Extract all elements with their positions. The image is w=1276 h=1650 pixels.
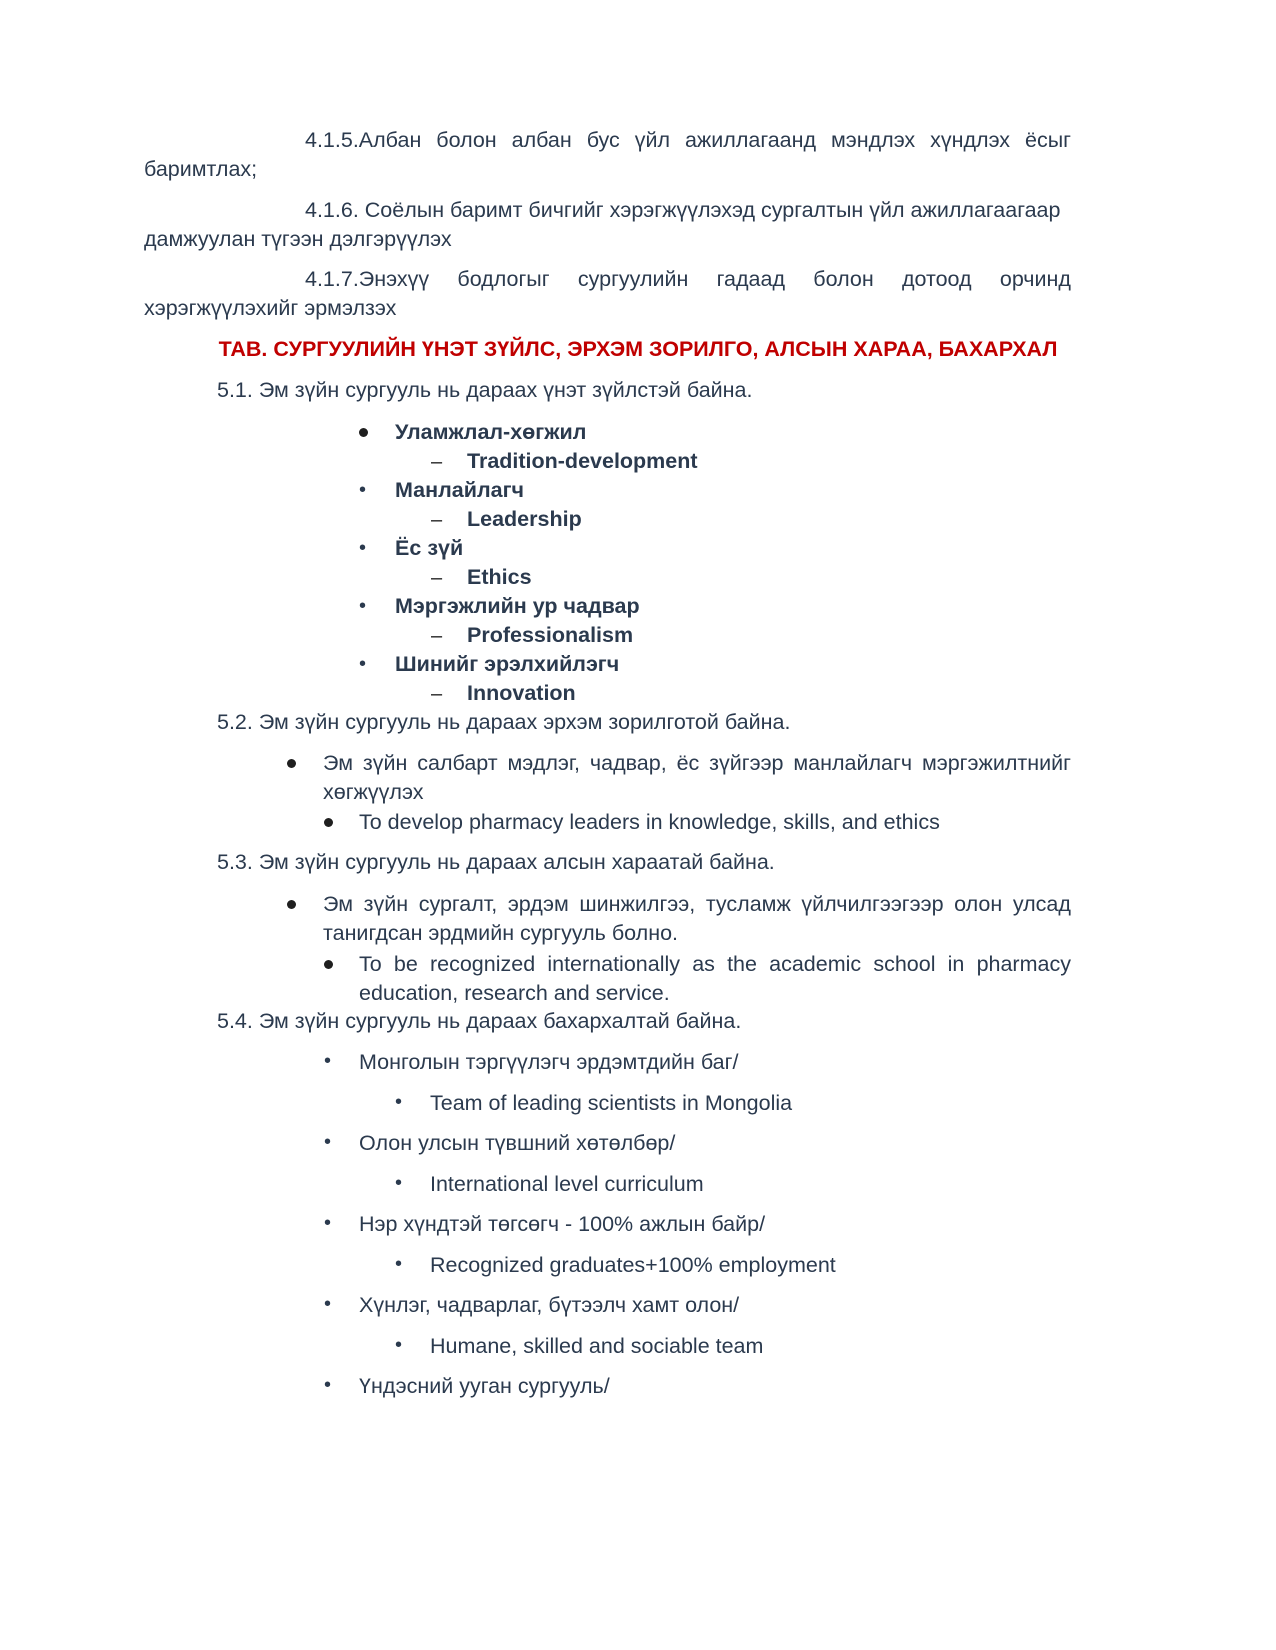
paragraph-4-1-7-line1 (305, 267, 1071, 292)
pride-en: International level curriculum (430, 1172, 704, 1196)
value-mn: Уламжлал-хөгжил (395, 420, 587, 444)
word: Эм (323, 751, 353, 775)
bullet-icon: • (359, 537, 367, 559)
mission-mn-line2: хөгжүүлэх (323, 780, 424, 804)
bullet-icon (287, 759, 296, 768)
word: ёсыг (1024, 128, 1071, 152)
word: олон (954, 892, 1003, 916)
bullet-icon: • (359, 595, 367, 617)
pride-mn: Нэр хүндтэй төгсөгч - 100% ажлын байр/ (359, 1212, 766, 1236)
value-mn: Ёс зүй (395, 536, 464, 560)
bullet-icon (287, 900, 296, 909)
word: манлайлагч (793, 751, 913, 775)
paragraph-4-1-6-line1: 4.1.6. Соёлын баримт бичгийг хэрэгжүүлэхэд сургалтын үйл ажиллагаагаар (305, 198, 1061, 222)
paragraph-4-1-5-line1 (305, 128, 1071, 153)
word: сургуулийн (577, 267, 689, 291)
word: чадвар, (589, 751, 667, 775)
value-mn: Манлайлагч (395, 478, 524, 502)
vision-en-line1 (359, 952, 1071, 977)
word: internationally (547, 952, 681, 976)
word: болон (436, 128, 497, 152)
word: зүйн (362, 751, 408, 775)
bullet-icon: • (324, 1050, 332, 1072)
word: мэндлэх (830, 128, 916, 152)
pride-en: Humane, skilled and sociable team (430, 1334, 764, 1358)
bullet-icon (359, 428, 368, 437)
word: 4.1.5.Албан (305, 128, 422, 152)
word: pharmacy (976, 952, 1071, 976)
word: албан (511, 128, 572, 152)
word: бус (586, 128, 620, 152)
word: сургалт, (418, 892, 498, 916)
subsection-5-4: 5.4. Эм зүйн сургууль нь дараах бахархалтай байна. (217, 1009, 742, 1033)
word: орчинд (999, 267, 1071, 291)
value-mn: Мэргэжлийн ур чадвар (395, 594, 640, 618)
word: in (947, 952, 965, 976)
word: 4.1.7.Энэхүү (305, 267, 430, 291)
word: recognized (429, 952, 536, 976)
section-title: ТАВ. СУРГУУЛИЙН ҮНЭТ ЗҮЙЛС, ЭРХЭМ ЗОРИЛГО, АЛСЫН ХАРАА, БАХАРХАЛ (218, 337, 1058, 361)
bullet-icon: • (395, 1172, 403, 1194)
paragraph-4-1-7-line2: хэрэгжүүлэхийг эрмэлзэх (144, 296, 397, 320)
word: үйл (634, 128, 671, 152)
bullet-icon: • (395, 1334, 403, 1356)
value-mn: Шинийг эрэлхийлэгч (395, 652, 620, 676)
word: эрдэм (507, 892, 569, 916)
dash-icon: – (431, 625, 443, 647)
word: мэдлэг, (507, 751, 581, 775)
word: зүйгээр (709, 751, 784, 775)
bullet-icon: • (324, 1293, 332, 1315)
word: Эм (323, 892, 353, 916)
dash-icon: – (431, 683, 443, 705)
word: улсад (1012, 892, 1071, 916)
mission-mn-line1 (323, 751, 1071, 776)
word: мэргэжилтнийг (921, 751, 1071, 775)
bullet-icon: • (395, 1253, 403, 1275)
paragraph-4-1-6-line2: дамжуулан түгээн дэлгэрүүлэх (144, 227, 452, 251)
subsection-5-1: 5.1. Эм зүйн сургууль нь дараах үнэт зүйлстэй байна. (217, 378, 753, 402)
subsection-5-2: 5.2. Эм зүйн сургууль нь дараах эрхэм зорилготой байна. (217, 710, 791, 734)
vision-en-line2: education, research and service. (359, 981, 670, 1005)
bullet-icon: • (359, 653, 367, 675)
pride-en: Recognized graduates+100% employment (430, 1253, 836, 1277)
bullet-icon: • (324, 1131, 332, 1153)
dash-icon: – (431, 509, 443, 531)
bullet-icon: • (324, 1212, 332, 1234)
dash-icon: – (431, 567, 443, 589)
word: үйлчилгээгээр (801, 892, 944, 916)
value-en: Professionalism (467, 623, 634, 647)
pride-mn: Монголын тэргүүлэгч эрдэмтдийн баг/ (359, 1050, 739, 1074)
word: academic (769, 952, 862, 976)
pride-mn: Олон улсын түвшний хөтөлбөр/ (359, 1131, 676, 1155)
vision-mn-line2: танигдсан эрдмийн сургууль болно. (323, 921, 679, 945)
bullet-icon: • (324, 1374, 332, 1396)
pride-en: Team of leading scientists in Mongolia (430, 1091, 793, 1115)
mission-en: To develop pharmacy leaders in knowledge, skills, and ethics (359, 810, 940, 834)
word: the (727, 952, 757, 976)
word: ажиллагаанд (684, 128, 817, 152)
subsection-5-3: 5.3. Эм зүйн сургууль нь дараах алсын хараатай байна. (217, 850, 775, 874)
word: ёс (676, 751, 700, 775)
word: зүйн (363, 892, 409, 916)
bullet-icon (324, 960, 333, 969)
value-en: Innovation (467, 681, 576, 705)
paragraph-4-1-5-line2: баримтлах; (144, 157, 258, 181)
value-en: Ethics (467, 565, 532, 589)
bullet-icon: • (359, 479, 367, 501)
word: as (692, 952, 715, 976)
word: шинжилгээ, (579, 892, 696, 916)
dash-icon: – (431, 451, 443, 473)
bullet-icon: • (395, 1091, 403, 1113)
word: To (359, 952, 382, 976)
word: school (873, 952, 936, 976)
word: гадаад (716, 267, 786, 291)
value-en: Leadership (467, 507, 582, 531)
pride-mn: Үндэсний ууган сургууль/ (359, 1374, 610, 1398)
word: салбарт (417, 751, 498, 775)
word: be (393, 952, 418, 976)
word: бодлогыг (457, 267, 550, 291)
word: тусламж (705, 892, 791, 916)
value-en: Tradition-development (467, 449, 698, 473)
word: хүндлэх (930, 128, 1011, 152)
pride-mn: Хүнлэг, чадварлаг, бүтээлч хамт олон/ (359, 1293, 740, 1317)
vision-mn-line1 (323, 892, 1071, 917)
word: дотоод (901, 267, 972, 291)
word: болон (813, 267, 874, 291)
bullet-icon (324, 818, 333, 827)
